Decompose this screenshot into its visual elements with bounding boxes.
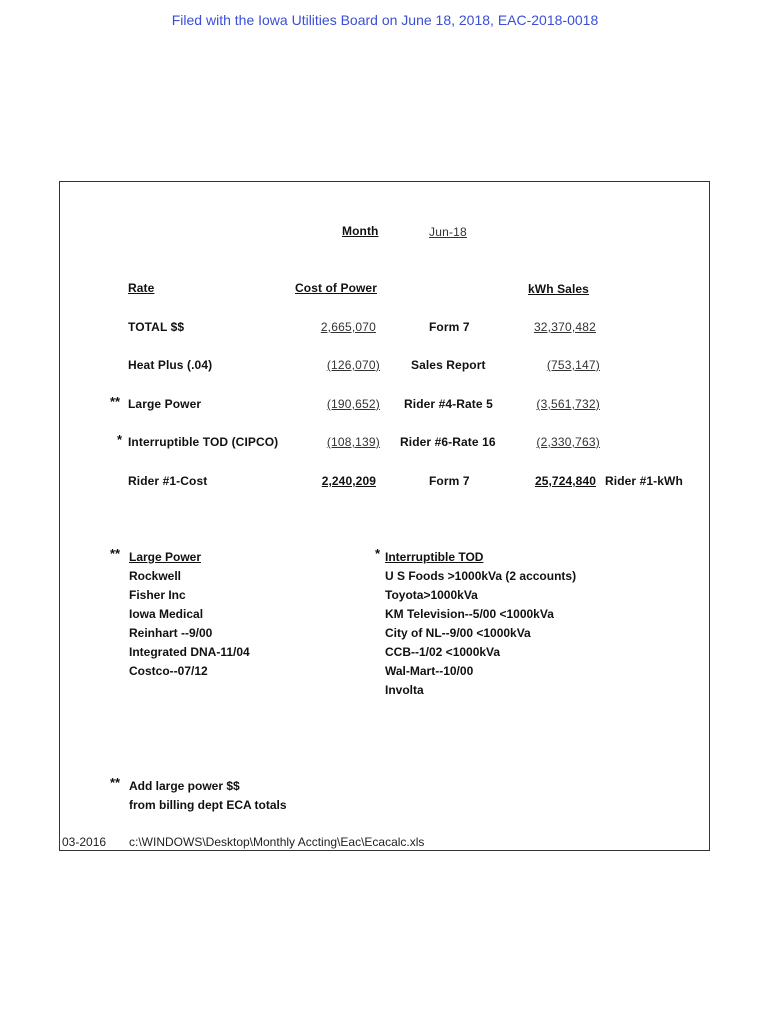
col-header-kwh: kWh Sales [528,282,589,296]
row-source: Rider #6-Rate 16 [400,435,496,449]
row-extra-label: Rider #1-kWh [605,474,683,488]
row-kwh: 25,724,840 [534,474,596,488]
row-rate: Rider #1-Cost [128,474,208,488]
row-cost: 2,665,070 [320,320,376,334]
spreadsheet-page [59,181,710,851]
row-rate: Large Power [128,397,202,411]
row-kwh: (3,561,732) [536,397,600,411]
row-source: Form 7 [429,320,470,334]
list-item: KM Television--5/00 <1000kVa [385,607,554,621]
row-source: Sales Report [411,358,486,372]
footer-file-path: c:\WINDOWS\Desktop\Monthly Accting\Eac\Ecacalc.xls [129,835,425,849]
list-item: Wal-Mart--10/00 [385,664,474,678]
month-value: Jun-18 [429,225,467,239]
row-rate: TOTAL $$ [128,320,185,334]
row-cost: (108,139) [326,435,380,449]
list-item: Toyota>1000kVa [385,588,478,602]
row-kwh: 32,370,482 [533,320,596,334]
note-marker: ** [110,775,121,790]
footer-code: 03-2016 [62,835,107,849]
row-source: Rider #4-Rate 5 [404,397,493,411]
row-rate: Heat Plus (.04) [128,358,213,372]
list-item: U S Foods >1000kVa (2 accounts) [385,569,577,583]
month-label: Month [342,224,379,238]
row-cost: (190,652) [326,397,380,411]
list-item: Rockwell [129,569,182,583]
list-item: CCB--1/02 <1000kVa [385,645,501,659]
list-item: Involta [385,683,424,697]
list-item: Reinhart --9/00 [129,626,213,640]
list-item: Iowa Medical [129,607,204,621]
note-line-1: Add large power $$ [129,779,240,793]
large-power-marker: ** [110,546,121,561]
filing-stamp: Filed with the Iowa Utilities Board on June 18, 2018, EAC-2018-0018 [171,12,599,28]
list-item: Costco--07/12 [129,664,208,678]
col-header-cost: Cost of Power [295,281,377,295]
col-header-rate: Rate [128,281,155,295]
row-marker: * [117,432,123,447]
row-source: Form 7 [429,474,470,488]
row-kwh: (753,147) [546,358,600,372]
row-kwh: (2,330,763) [536,435,600,449]
row-cost: (126,070) [326,358,380,372]
list-item: City of NL--9/00 <1000kVa [385,626,531,640]
large-power-heading: Large Power [129,550,202,564]
list-item: Fisher Inc [129,588,186,602]
interruptible-list [385,548,576,700]
interruptible-heading: Interruptible TOD [385,550,484,564]
note [129,777,287,815]
interruptible-marker: * [375,546,381,561]
list-item: Integrated DNA-11/04 [129,645,250,659]
large-power-list [129,548,250,681]
note-line-2: from billing dept ECA totals [129,798,287,812]
row-rate: Interruptible TOD (CIPCO) [128,435,279,449]
row-cost: 2,240,209 [321,474,376,488]
row-marker: ** [110,394,121,409]
